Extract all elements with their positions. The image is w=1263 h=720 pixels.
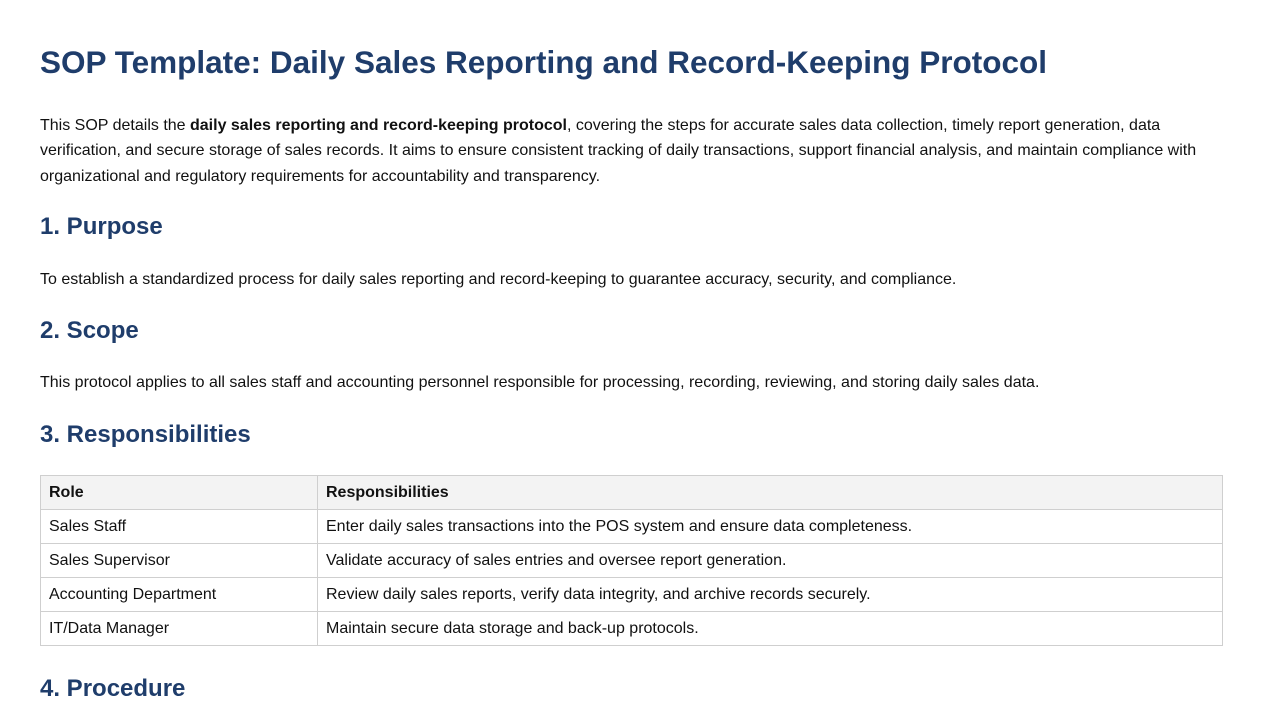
intro-text-end: , covering the steps for accurate sales data collection, timely report generation, data verification, and secure storage of sales records. It aims to ensure consistent tracking of daily transactions, support financial analysis, and maintain compliance with organizational and regulatory requirements for accountability and transparency. xyxy=(40,117,1197,185)
intro-text-start: This SOP details the xyxy=(40,117,190,134)
role-cell: IT/Data Manager xyxy=(41,612,318,646)
role-cell: Sales Supervisor xyxy=(41,544,318,578)
column-header-role: Role xyxy=(41,476,318,510)
purpose-heading: 1. Purpose xyxy=(40,213,163,240)
table-header-row xyxy=(41,476,1223,510)
responsibilities-table xyxy=(40,475,1223,646)
role-cell: Accounting Department xyxy=(41,578,318,612)
responsibility-cell: Review daily sales reports, verify data integrity, and archive records securely. xyxy=(318,578,1223,612)
table-row xyxy=(41,544,1223,578)
scope-heading: 2. Scope xyxy=(40,317,139,344)
responsibility-cell: Validate accuracy of sales entries and oversee report generation. xyxy=(318,544,1223,578)
table-row xyxy=(41,612,1223,646)
procedure-heading: 4. Procedure xyxy=(40,675,186,702)
responsibility-cell: Enter daily sales transactions into the POS system and ensure data completeness. xyxy=(318,510,1223,544)
responsibilities-heading: 3. Responsibilities xyxy=(40,421,251,448)
intro-paragraph xyxy=(40,113,1223,189)
intro-text-bold: daily sales reporting and record-keeping protocol xyxy=(190,117,567,134)
column-header-responsibilities: Responsibilities xyxy=(318,476,1223,510)
document-title: SOP Template: Daily Sales Reporting and Record-Keeping Protocol xyxy=(40,44,1048,80)
role-cell: Sales Staff xyxy=(41,510,318,544)
table-row xyxy=(41,578,1223,612)
scope-text: This protocol applies to all sales staff and accounting personnel responsible for processing, recording, reviewing, and storing daily sales data. xyxy=(40,374,1040,391)
table-row xyxy=(41,510,1223,544)
purpose-text: To establish a standardized process for daily sales reporting and record-keeping to guarantee accuracy, security, and compliance. xyxy=(40,271,957,288)
responsibility-cell: Maintain secure data storage and back-up protocols. xyxy=(318,612,1223,646)
